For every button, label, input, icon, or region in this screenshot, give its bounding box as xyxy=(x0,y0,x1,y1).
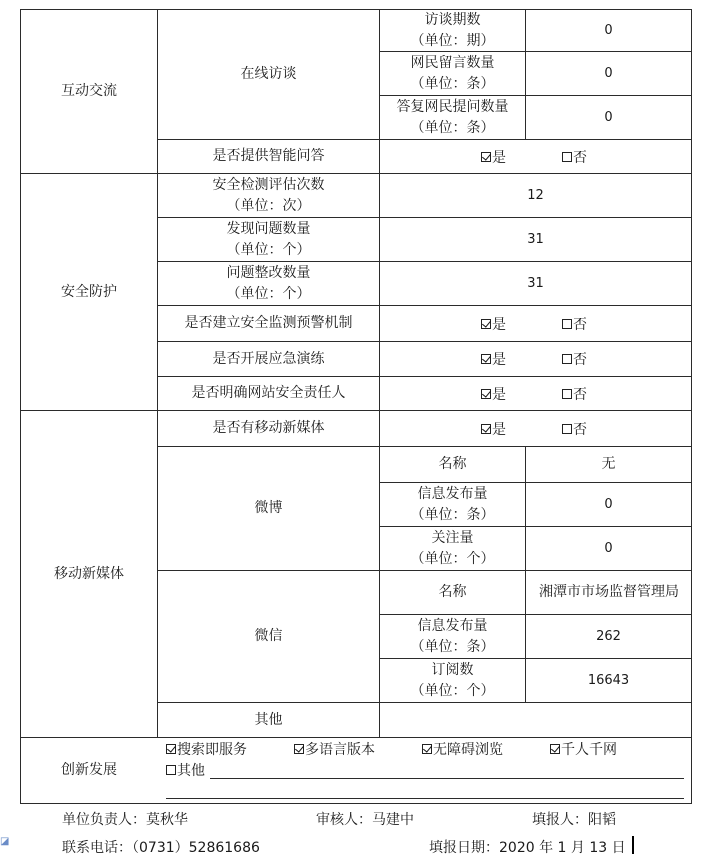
smart-qa-yes[interactable]: 是 xyxy=(481,140,506,173)
footer-date: 填报日期：2020 年 1 月 13 日 xyxy=(429,840,626,856)
checkbox-checked-icon[interactable] xyxy=(481,354,491,364)
footer-reviewer: 审核人：马建中 xyxy=(316,812,414,828)
footer-reporter: 填报人：阳韬 xyxy=(532,812,616,828)
checkbox-checked-icon[interactable] xyxy=(550,744,560,754)
checkbox-checked-icon[interactable] xyxy=(422,744,432,754)
weibo-name-value: 无 xyxy=(601,456,616,472)
table-border-bottom xyxy=(20,803,692,804)
weibo-name-label: 名称 xyxy=(438,456,467,472)
message-count-label: 网民留言数量 （单位：条） xyxy=(410,54,495,92)
footer-responsible: 单位负责人：莫秋华 xyxy=(62,812,188,828)
weibo-posts-label: 信息发布量 （单位：条） xyxy=(410,485,495,523)
checkbox-checked-icon[interactable] xyxy=(481,152,491,162)
issues-fixed-value: 31 xyxy=(527,276,544,291)
wechat-subscribers-label: 订阅数 （单位：个） xyxy=(410,661,495,699)
message-count-value: 0 xyxy=(604,66,613,81)
section-interaction: 互动交流 xyxy=(61,83,117,99)
weibo-label: 微博 xyxy=(254,500,283,516)
table-border-right xyxy=(691,9,692,804)
checkbox-checked-icon[interactable] xyxy=(294,744,304,754)
checkbox-empty-icon[interactable] xyxy=(562,424,572,434)
checkbox-checked-icon[interactable] xyxy=(481,319,491,329)
checkbox-checked-icon[interactable] xyxy=(481,389,491,399)
checkbox-empty-icon[interactable] xyxy=(562,389,572,399)
monitoring-mechanism-yes[interactable]: 是 xyxy=(481,306,506,341)
page-marker-icon: ◪ xyxy=(0,836,10,847)
innovation-other-fill-line[interactable] xyxy=(210,778,684,779)
security-officer-yes[interactable]: 是 xyxy=(481,377,506,410)
section-security: 安全防护 xyxy=(61,283,117,300)
section-mobile-media: 移动新媒体 xyxy=(54,565,124,582)
reply-count-label: 答复网民提问数量 （单位：条） xyxy=(396,98,509,136)
innovation-accessibility[interactable]: 无障碍浏览 xyxy=(422,739,503,759)
checkbox-empty-icon[interactable] xyxy=(562,354,572,364)
smart-qa-no[interactable]: 否 xyxy=(562,140,587,173)
smart-qa-label: 是否提供智能问答 xyxy=(212,148,325,164)
innovation-extra-fill-line[interactable] xyxy=(166,798,684,799)
wechat-subscribers-value: 16643 xyxy=(587,673,630,688)
monitoring-mechanism-no[interactable]: 否 xyxy=(562,306,587,341)
emergency-drill-label: 是否开展应急演练 xyxy=(212,350,325,367)
security-officer-label: 是否明确网站安全责任人 xyxy=(191,385,346,401)
checkbox-empty-icon[interactable] xyxy=(562,152,572,162)
security-test-label: 安全检测评估次数 （单位：次） xyxy=(212,176,325,214)
innovation-personalized[interactable]: 千人千网 xyxy=(550,739,617,759)
other-media-value[interactable] xyxy=(380,703,691,737)
wechat-name-value: 湘潭市市场监督管理局 xyxy=(539,584,679,600)
innovation-search-service[interactable]: 搜索即服务 xyxy=(166,739,247,759)
checkbox-checked-icon[interactable] xyxy=(166,744,176,754)
weibo-followers-value: 0 xyxy=(604,541,613,556)
weibo-posts-value: 0 xyxy=(604,497,613,512)
issues-found-value: 31 xyxy=(527,232,544,247)
reply-count-value: 0 xyxy=(604,110,613,125)
section-innovation: 创新发展 xyxy=(61,762,117,778)
security-test-value: 12 xyxy=(527,188,544,203)
online-interview-label: 在线访谈 xyxy=(240,66,297,82)
emergency-drill-yes[interactable]: 是 xyxy=(481,342,506,376)
wechat-posts-label: 信息发布量 （单位：条） xyxy=(410,617,495,655)
checkbox-empty-icon[interactable] xyxy=(562,319,572,329)
monitoring-mechanism-label: 是否建立安全监测预警机制 xyxy=(184,315,353,331)
issues-found-label: 发现问题数量 （单位：个） xyxy=(226,220,311,258)
other-media-label: 其他 xyxy=(254,711,283,728)
wechat-label: 微信 xyxy=(254,628,283,644)
security-officer-no[interactable]: 否 xyxy=(562,377,587,410)
interview-count-label: 访谈期数 （单位：期） xyxy=(410,11,495,49)
wechat-posts-value: 262 xyxy=(596,629,621,644)
checkbox-empty-icon[interactable] xyxy=(166,765,176,775)
innovation-other[interactable]: 其他 xyxy=(166,760,205,780)
has-mobile-media-no[interactable]: 否 xyxy=(562,411,587,446)
interview-count-value: 0 xyxy=(604,23,613,38)
innovation-multilingual[interactable]: 多语言版本 xyxy=(294,739,375,759)
has-mobile-media-label: 是否有移动新媒体 xyxy=(212,420,325,436)
issues-fixed-label: 问题整改数量 （单位：个） xyxy=(226,264,311,302)
checkbox-checked-icon[interactable] xyxy=(481,424,491,434)
text-cursor xyxy=(632,836,634,854)
has-mobile-media-yes[interactable]: 是 xyxy=(481,411,506,446)
wechat-name-label: 名称 xyxy=(438,584,467,600)
emergency-drill-no[interactable]: 否 xyxy=(562,342,587,376)
weibo-followers-label: 关注量 （单位：个） xyxy=(410,529,495,567)
footer-phone: 联系电话：（0731）52861686 xyxy=(62,840,260,856)
